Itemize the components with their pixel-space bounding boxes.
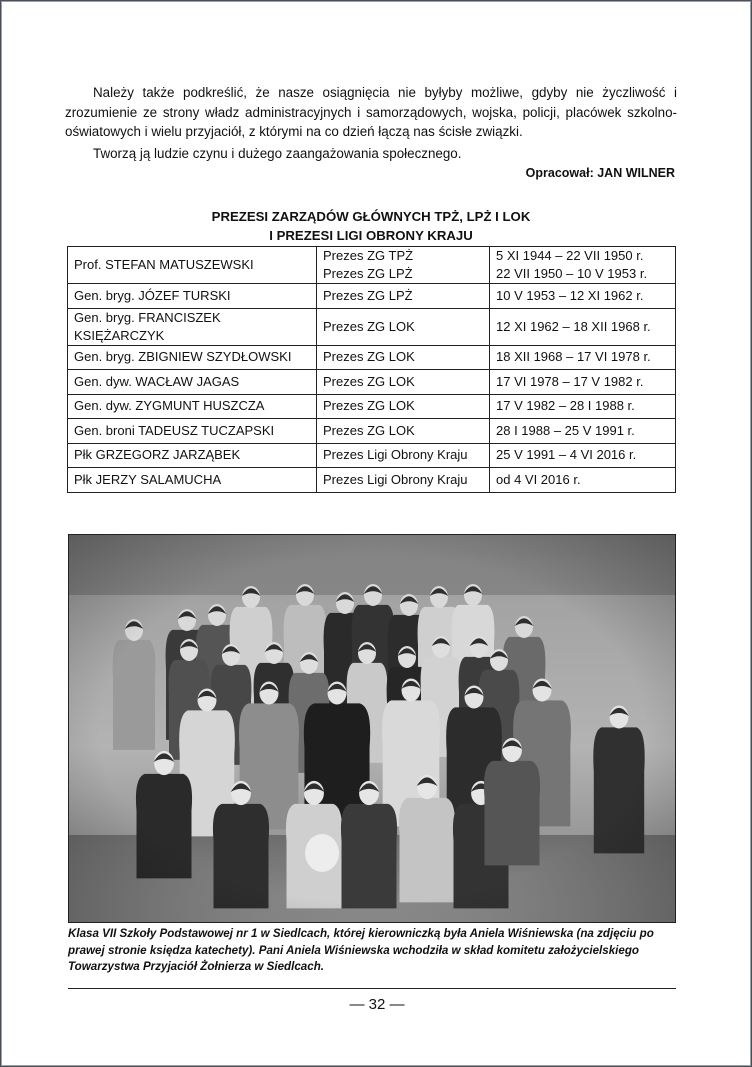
table-body bbox=[68, 247, 676, 493]
photo-caption: Klasa VII Szkoły Podstawowej nr 1 w Siedlcach, której kierowniczką była Aniela Wiśniewska (na zdjęciu po prawej stronie księdza katechety). Pani Aniela Wiśniewska wchodziła w skład komitetu założycielskiego Towarzystwa Przyjaciół Żołnierza w Siedlcach. bbox=[68, 927, 654, 973]
position-cell: Prezes Ligi Obrony Kraju bbox=[317, 443, 490, 468]
position-cell: Prezes Ligi Obrony Kraju bbox=[317, 468, 490, 493]
term-cell: 25 V 1991 – 4 VI 2016 r. bbox=[490, 443, 676, 468]
table-row bbox=[68, 308, 676, 345]
body-paragraph: Należy także podkreślić, że nasze osiągnięcia nie byłyby możliwe, gdyby nie życzliwość i zrozumienie ze strony władz administracyjnych i samorządowych, wojska, policji, placówek szkolno-oświatowych i wielu przyjaciół, z którymi na co dzień łączą nas ścisłe związki. bbox=[65, 85, 677, 139]
table-row bbox=[68, 419, 676, 444]
table-row bbox=[68, 247, 676, 284]
page-number: — 32 — bbox=[349, 996, 405, 1013]
table-title bbox=[67, 207, 675, 245]
president-name-cell: Gen. bryg. ZBIGNIEW SZYDŁOWSKI bbox=[68, 345, 317, 370]
position-cell: Prezes ZG LOK bbox=[317, 308, 490, 345]
table-row bbox=[68, 370, 676, 395]
term-cell: 10 V 1953 – 12 XI 1962 r. bbox=[490, 284, 676, 309]
president-name-cell: Gen. dyw. ZYGMUNT HUSZCZA bbox=[68, 394, 317, 419]
term-cell bbox=[490, 247, 676, 284]
position-cell: Prezes ZG LOK bbox=[317, 345, 490, 370]
author-credit: Opracował: JAN WILNER bbox=[525, 166, 675, 180]
position-line: Prezes ZG TPŻ bbox=[323, 248, 414, 263]
table-row bbox=[68, 443, 676, 468]
term-line: 22 VII 1950 – 10 V 1953 r. bbox=[496, 266, 648, 281]
table-title-line: PREZESI ZARZĄDÓW GŁÓWNYCH TPŻ, LPŻ I LOK bbox=[211, 209, 531, 224]
position-cell: Prezes ZG LOK bbox=[317, 370, 490, 395]
term-cell: 28 I 1988 – 25 V 1991 r. bbox=[490, 419, 676, 444]
position-cell: Prezes ZG LOK bbox=[317, 394, 490, 419]
president-name-cell: Prof. STEFAN MATUSZEWSKI bbox=[68, 247, 317, 284]
term-cell: 12 XI 1962 – 18 XII 1968 r. bbox=[490, 308, 676, 345]
table-title-line: I PREZESI LIGI OBRONY KRAJU bbox=[269, 228, 473, 243]
presidents-table bbox=[67, 246, 676, 493]
body-paragraph: Tworzą ją ludzie czynu i dużego zaangażowania społecznego. bbox=[93, 146, 462, 161]
president-name-cell: Gen. bryg. FRANCISZEK KSIĘŻARCZYK bbox=[68, 308, 317, 345]
table-row bbox=[68, 284, 676, 309]
president-name-cell: Gen. bryg. JÓZEF TURSKI bbox=[68, 284, 317, 309]
term-cell: 17 V 1982 – 28 I 1988 r. bbox=[490, 394, 676, 419]
term-cell: 17 VI 1978 – 17 V 1982 r. bbox=[490, 370, 676, 395]
table-row bbox=[68, 345, 676, 370]
table-row bbox=[68, 468, 676, 493]
position-cell bbox=[317, 247, 490, 284]
position-cell: Prezes ZG LPŻ bbox=[317, 284, 490, 309]
term-line: 5 XI 1944 – 22 VII 1950 r. bbox=[496, 248, 644, 263]
president-name-cell: Płk JERZY SALAMUCHA bbox=[68, 468, 317, 493]
president-name-cell: Gen. broni TADEUSZ TUCZAPSKI bbox=[68, 419, 317, 444]
position-cell: Prezes ZG LOK bbox=[317, 419, 490, 444]
group-photograph bbox=[68, 534, 676, 923]
term-cell: 18 XII 1968 – 17 VI 1978 r. bbox=[490, 345, 676, 370]
photo-illustration bbox=[69, 535, 675, 922]
footer-divider bbox=[68, 988, 676, 989]
position-line: Prezes ZG LPŻ bbox=[323, 266, 413, 281]
table-row bbox=[68, 394, 676, 419]
president-name-cell: Gen. dyw. WACŁAW JAGAS bbox=[68, 370, 317, 395]
term-cell: od 4 VI 2016 r. bbox=[490, 468, 676, 493]
president-name-cell: Płk GRZEGORZ JARZĄBEK bbox=[68, 443, 317, 468]
